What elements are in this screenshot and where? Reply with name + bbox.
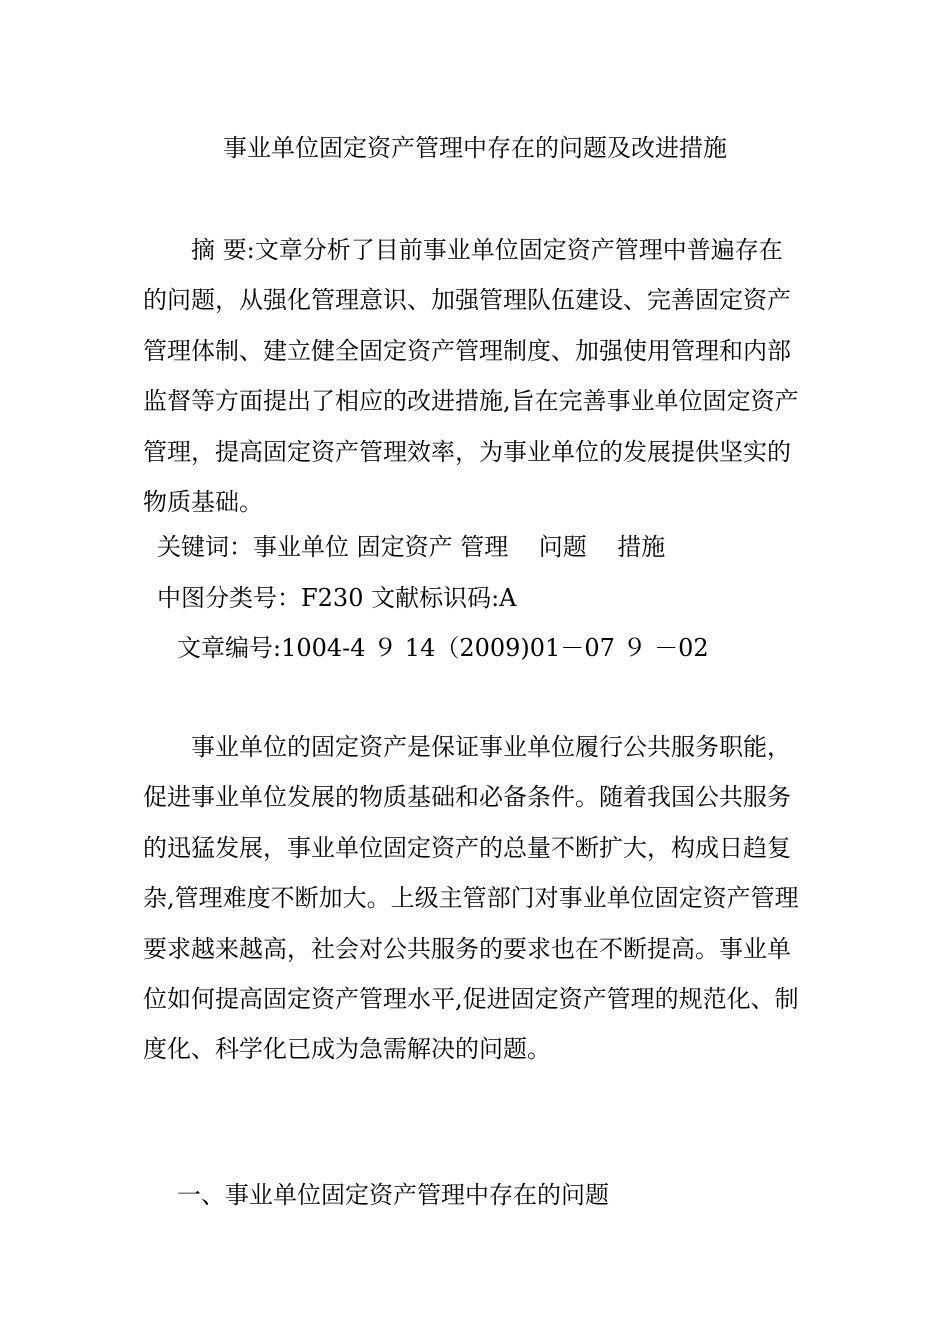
intro-paragraph: 事业单位的固定资产是保证事业单位履行公共服务职能，促进事业单位发展的物质基础和必备条件。随着我国公共服务的迅猛发展，事业单位固定资产的总量不断扩大，构成日趋复杂,管理难度不断加大。上级主管部门对事业单位固定资产管理要求越来越高，社会对公共服务的要求也在不断提高。事业单位如何提高固定资产管理水平,促进固定资产管理的规范化、制度化、科学化已成为急需解决的问题。 — [143, 733, 799, 1064]
document-title: 事业单位固定资产管理中存在的问题及改进措施 — [223, 134, 727, 162]
section-heading: 一、事业单位固定资产管理中存在的问题 — [177, 1181, 609, 1209]
article-number-line: 文章编号:1004-4 ９ 14（2009)01－07 ９ －02 — [177, 634, 709, 662]
abstract-paragraph: 摘 要:文章分析了目前事业单位固定资产管理中普遍存在的问题，从强化管理意识、加强管理队伍建设、完善固定资产管理体制、建立健全固定资产管理制度、加强使用管理和内部监督等方面提出了相应的改进措施,旨在完善事业单位固定资产管理，提高固定资产管理效率，为事业单位的发展提供坚实的物质基础。 — [143, 236, 799, 517]
classification-line: 中图分类号：F230 文献标识码:A — [157, 584, 517, 612]
keywords-line: 关键词：事业单位 固定资产 管理 问题 措施 — [157, 533, 666, 561]
